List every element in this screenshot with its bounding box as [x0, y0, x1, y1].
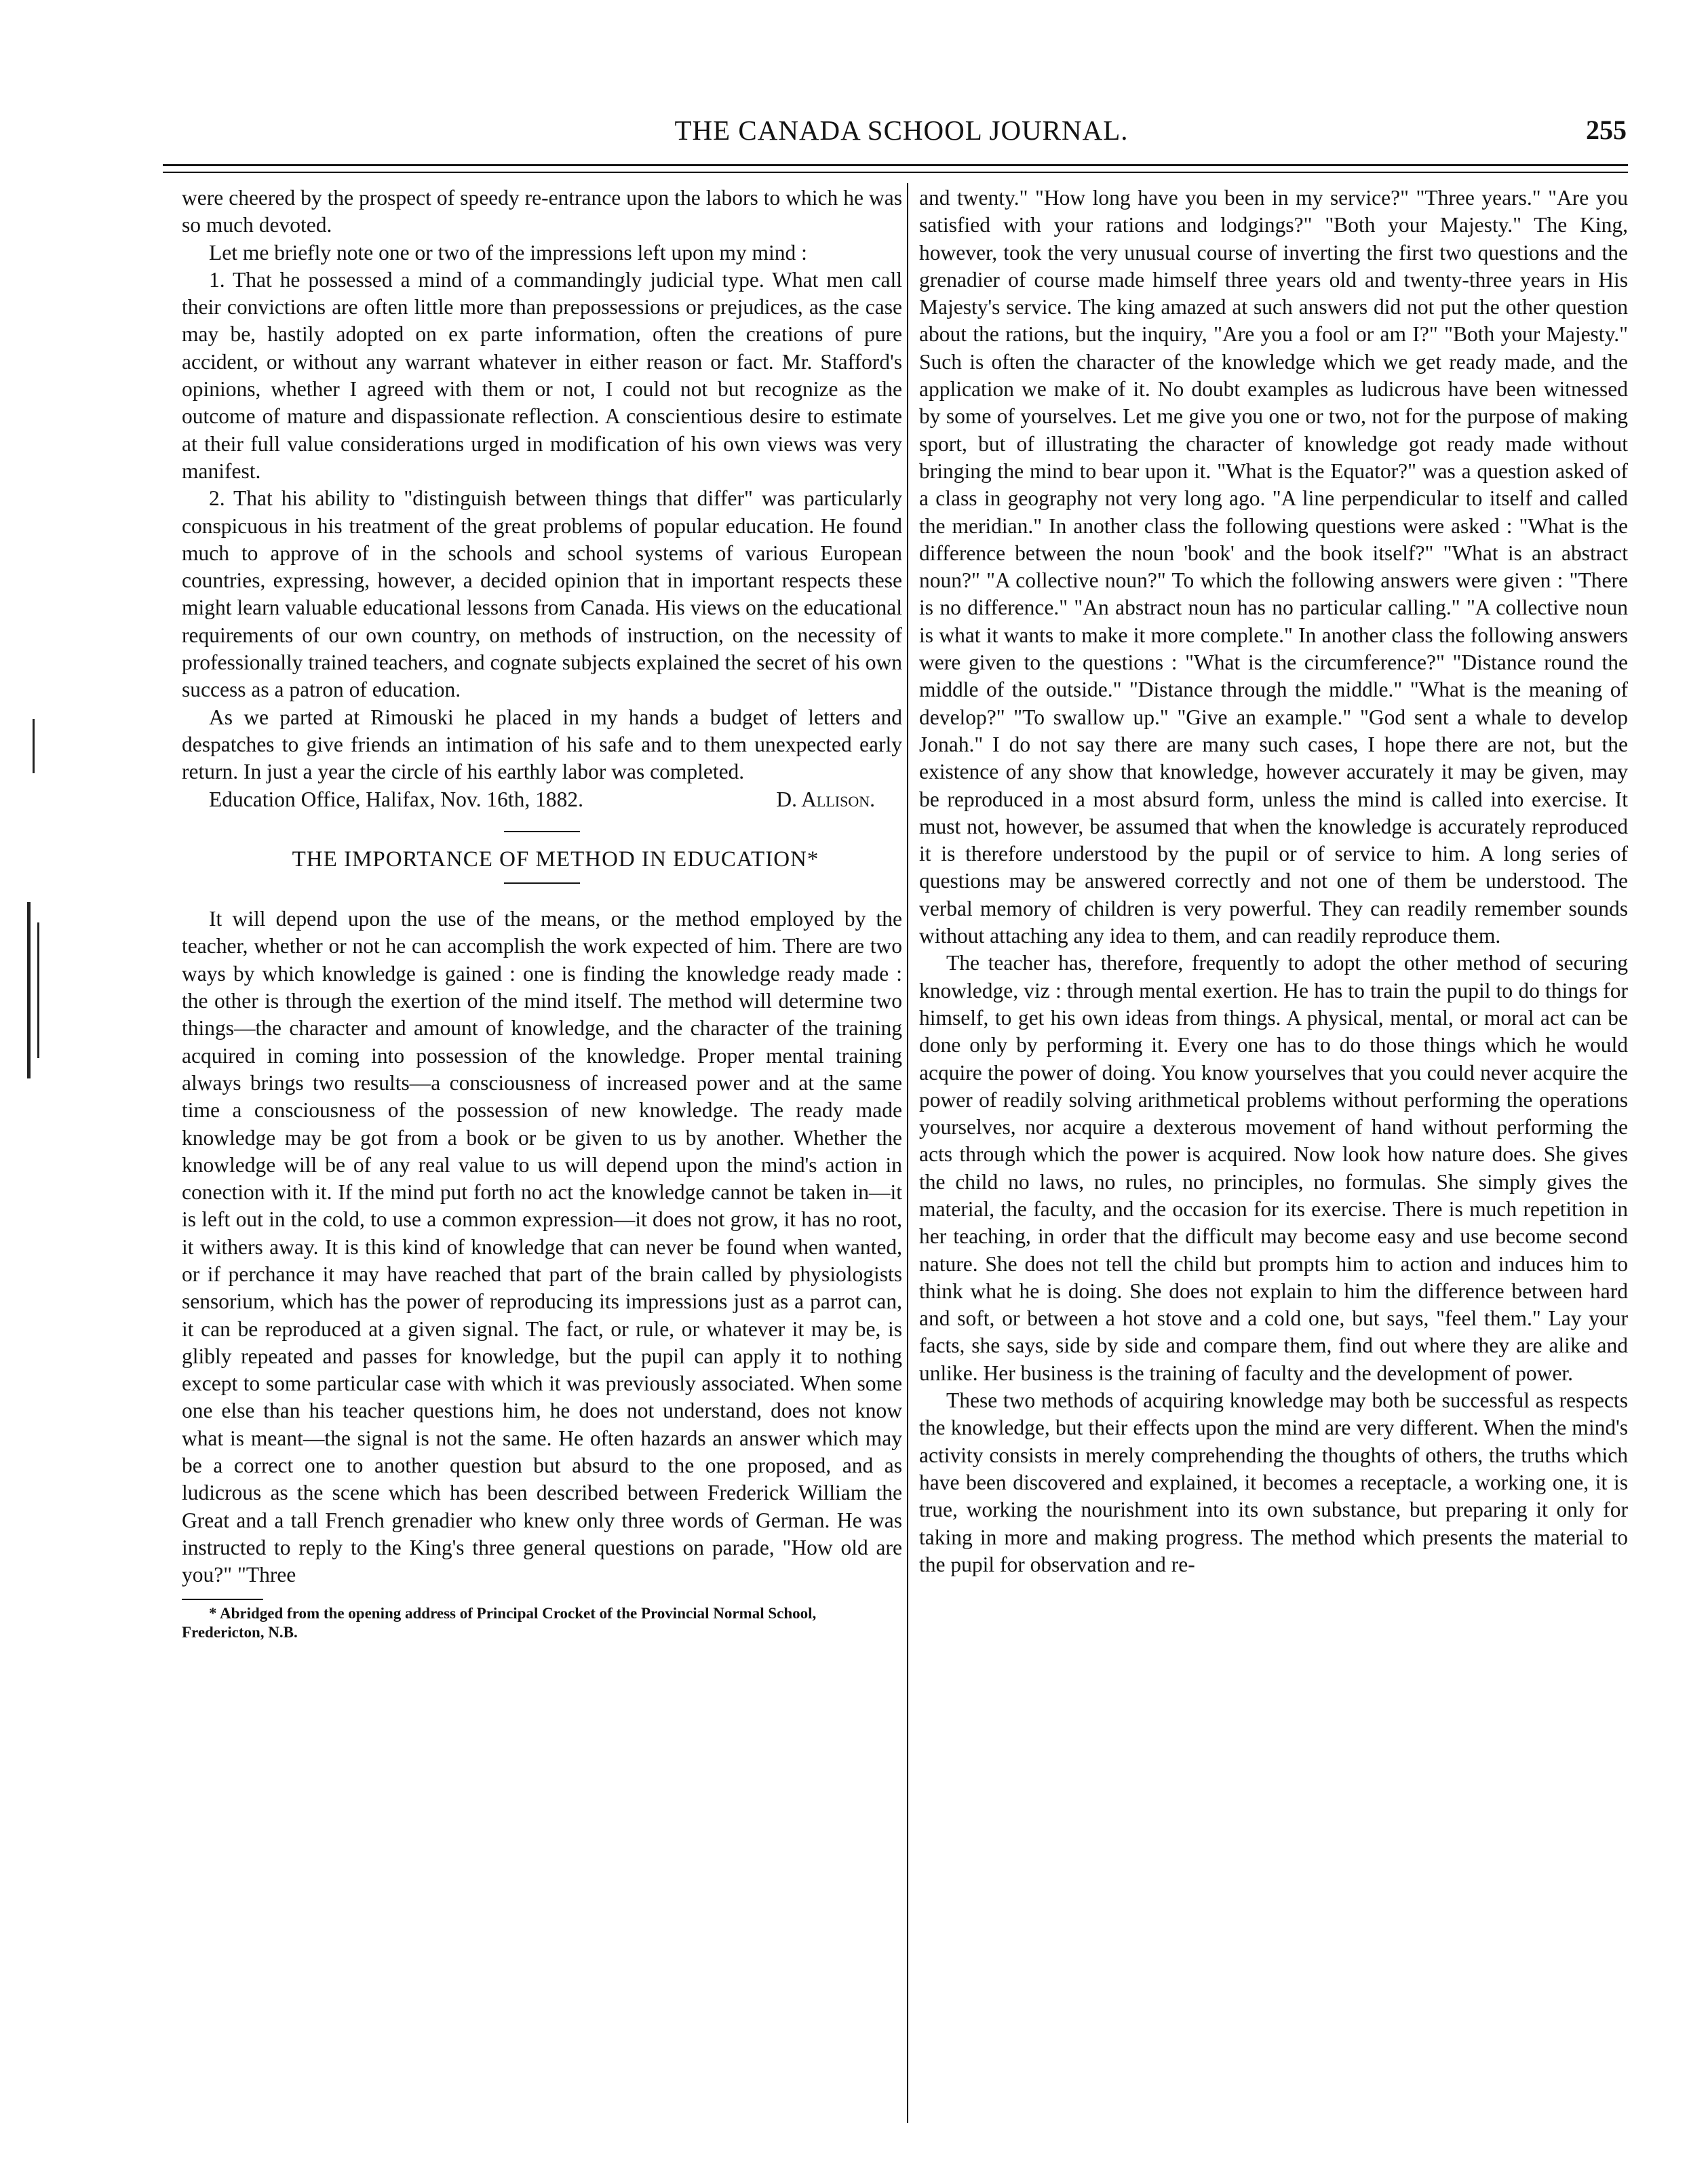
- paragraph: The teacher has, therefore, frequently to adopt the other method of securing knowledge, viz : through mental exertion. He has to train the pupil to do things for himself, to get his own ideas from things. A physical, mental, or moral act can be done only by performing it. Every one has to do those things which he would acquire the power of doing. You know yourselves that you could never acquire the power of readily solving arithmetical problems without performing the operations yourselves, nor acquire a dexterous movement of hand without performing the acts through which the power is acquired. Now look how nature does. She gives the child no laws, no rules, no principles, no formulas. She simply gives the material, the faculty, and the occasion for its exercise. There is much repetition in her teaching, in order that the difficult may become easy and use become second nature. She does not tell the child but prompts him to action and induces him to think what he is doing. She does not explain to him the difference between hard and soft, or between a hot stove and a cold one, but says, "feel them." Lay your facts, she says, side by side and compare them, find out where they are alike and unlike. Her business is the training of faculty and the development of power.: [919, 951, 1628, 1385]
- page-header: [163, 114, 1640, 155]
- signature-name: D. Allison.: [776, 787, 875, 811]
- header-rule-thin: [163, 172, 1628, 173]
- signature-line: [182, 786, 902, 813]
- section-title-rule: [504, 882, 580, 884]
- section-rule: [504, 831, 580, 832]
- signature-place: Education Office, Halifax, Nov. 16th, 1882.: [209, 787, 583, 811]
- right-column: [919, 184, 1628, 1578]
- paragraph-continued: were cheered by the prospect of speedy re-entrance upon the labors to which he was so much devoted.: [182, 186, 902, 237]
- header-rule-thick: [163, 164, 1628, 166]
- margin-mark: [27, 902, 31, 1078]
- paragraph: As we parted at Rimouski he placed in my hands a budget of letters and despatches to give friends an intimation of his safe and to them unexpected early return. In just a year the circle of his earthly labor was completed.: [182, 705, 902, 784]
- paragraph: Let me briefly note one or two of the impressions left upon my mind :: [209, 240, 807, 265]
- paragraph: These two methods of acquiring knowledge may both be successful as respects the knowledge, but their effects upon the mind are very different. When the mind's activity consists in merely comprehending the thoughts of others, the truths which have been discovered and explained, it becomes a receptacle, a working one, it is true, working the nourishment into its own substance, but preparing it only for taking in more and making progress. The method which presents the material to the pupil for observation and re-: [919, 1388, 1628, 1576]
- article-paragraph: It will depend upon the use of the means, or the method employed by the teacher, whether or not he can accomplish the work expected of him. There are two ways by which knowledge is gained : one is finding the knowledge ready made : the other is through the exertion of the mind itself. The method will determine two things—the character and amount of knowledge, and the character of the training acquired in coming into possession of the knowledge. Proper mental training always brings two results—a consciousness of increased power and at the same time a consciousness of the possession of new knowledge. The ready made knowledge may be got from a book or be given to us by another. Whether the knowledge will be of any real value to us will depend upon the mind's action in conection with it. If the mind put forth no act the knowledge cannot be taken in—it is left out in the cold, to use a common expression—it does not grow, it has no root, it withers away. It is this kind of knowledge that can never be found when wanted, or if perchance it may have reached that part of the brain called by physiologists sensorium, which has the power of reproducing its impressions just as a parrot can, it can be reproduced at a given signal. The fact, or rule, or whatever it may be, is glibly repeated and passes for knowledge, but the pupil can apply it to nothing except to some particular case with which it was previously associated. When some one else than his teacher questions him, he does not understand, does not know what is meant—the signal is not the same. He often hazards an answer which may be a correct one to another question but absurd to the one proposed, and as ludicrous as the scene which has been described between Frederick William the Great and a tall French grenadier who knew only three words of German. He was instructed to reply to the King's three general questions on parade, "How old are you?" "Three: [182, 907, 902, 1587]
- paragraph-point-one: 1. That he possessed a mind of a commandingly judicial type. What men call their convictions are often little more than prepossessions or prejudices, as the case may be, hastily adopted on ex parte information, often the creations of pure accident, or without any warrant whatever in either reason or fact. Mr. Stafford's opinions, whether I agreed with them or not, I could not but recognize as the outcome of mature and dispassionate reflection. A conscientious desire to estimate at their full value considerations urged in modification of his own views was very manifest.: [182, 267, 902, 483]
- margin-mark: [37, 922, 39, 1058]
- footnote: * Abridged from the opening address of Principal Crocket of the Provincial Normal School, Fredericton, N.B.: [182, 1604, 817, 1641]
- left-column: [182, 184, 902, 1642]
- paragraph-point-two: 2. That his ability to "distinguish between things that differ" was particularly conspicuous in his treatment of the great problems of popular education. He found much to approve of in the schools and school systems of various European countries, expressing, however, a decided opinion that in important respects these might learn valuable educational lessons from Canada. His views on the educational requirements of our own country, on methods of instruction, on the necessity of professionally trained teachers, and cognate subjects explained the secret of his own success as a patron of education.: [182, 486, 902, 702]
- running-title: THE CANADA SCHOOL JOURNAL.: [674, 115, 1129, 146]
- margin-mark: [33, 719, 35, 773]
- paragraph-continued: and twenty." "How long have you been in my service?" "Three years." "Are you satisfied with your rations and lodgings?" "Both your Majesty." The King, however, took the very unusual course of inverting the first two questions and the grenadier of course made himself three years old and twenty-three years in His Majesty's service. The king amazed at such answers did not put the other question about the rations, but the inquiry, "Are you a fool or am I?" "Both your Majesty." Such is often the character of the knowledge which we get ready made, and the application we make of it. No doubt examples as ludicrous have been witnessed by some of yourselves. Let me give you one or two, not for the purpose of making sport, but of illustrating the character of knowledge got ready made without bringing the mind to bear upon it. "What is the Equator?" was a question asked of a class in geography not very long ago. "A line perpendicular to itself and called the meridian." In another class the following questions were asked : "What is the difference between the noun 'book' and the book itself?" "What is an abstract noun?" "A collective noun?" To which the following answers were given : "There is no difference." "An abstract noun has no particular calling." "A collective noun is what it wants to make it more complete." In another class the following answers were given to the questions : "What is the circumference?" "Distance round the middle of the outside." "Distance through the middle." "What is the meaning of develop?" "To swallow up." "Give an example." "God sent a whale to develop Jonah." I do not say there are many such cases, I hope there are not, but the existence of any show that knowledge, however accurately it may be given, may be reproduced in a most absurd form, unless the mind is called into exercise. It must not, however, be assumed that when the knowledge is accurately reproduced it is therefore understood by the pupil or of service to him. A long series of questions may be answered correctly and not one of them be understood. The verbal memory of children is very powerful. They can readily remember sounds without attaching any idea to them, and can readily reproduce them.: [919, 186, 1628, 948]
- column-divider: [907, 183, 908, 2123]
- page-number: 255: [1586, 115, 1627, 145]
- footnote-rule: [182, 1599, 263, 1600]
- section-title: THE IMPORTANCE OF METHOD IN EDUCATION*: [292, 846, 819, 872]
